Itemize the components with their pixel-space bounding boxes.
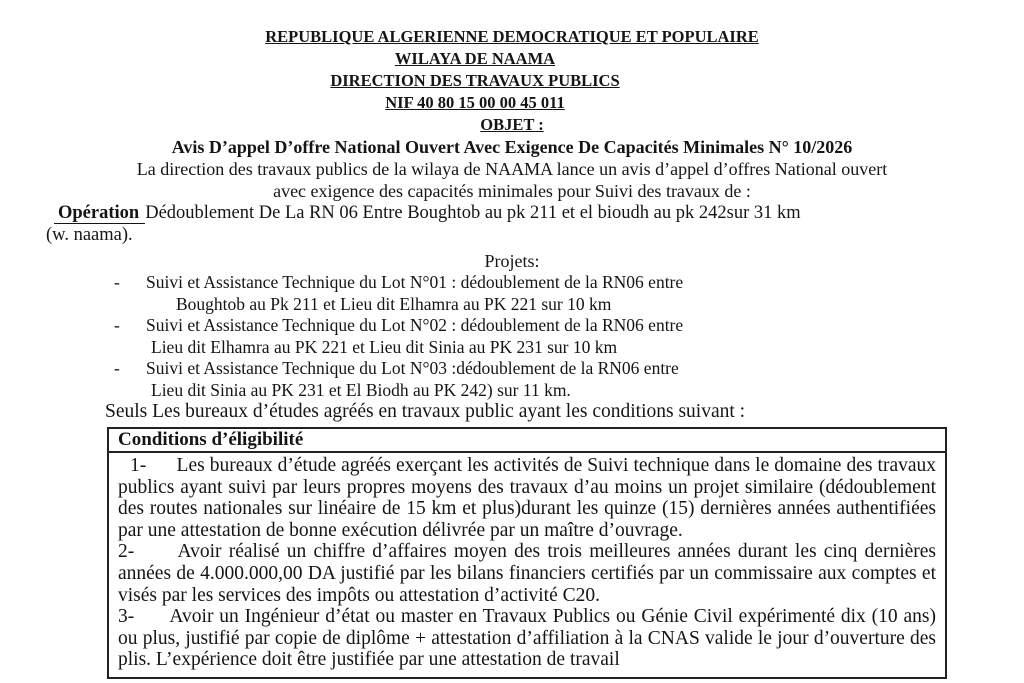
nif-line bbox=[58, 92, 892, 114]
list-dash: - bbox=[114, 272, 120, 292]
document-header bbox=[58, 26, 966, 114]
republic-title-text: REPUBLIQUE ALGERIENNE DEMOCRATIQUE ET POPULAIRE bbox=[265, 27, 759, 46]
project-3-line-1: Suivi et Assistance Technique du Lot N°03 :dédoublement de la RN06 entre bbox=[146, 358, 679, 378]
conditions-table-header: Conditions d’éligibilité bbox=[109, 429, 945, 453]
wilaya-line bbox=[58, 48, 892, 70]
eligibility-intro: Seuls Les bureaux d’études agréés en travaux public ayant les conditions suivant : bbox=[105, 401, 746, 422]
operation-text: Dédoublement De La RN 06 Entre Boughtob au pk 211 et el bioudh au pk 242sur 31 km bbox=[145, 203, 801, 223]
direction-line bbox=[58, 70, 892, 92]
list-dash: - bbox=[114, 315, 120, 335]
intro-paragraph bbox=[58, 158, 966, 202]
nif-text: NIF 40 80 15 00 00 45 011 bbox=[385, 93, 565, 112]
operation-label: Opération bbox=[54, 203, 145, 224]
conditions-table bbox=[107, 427, 947, 679]
intro-line-2: avec exigence des capacités minimales pour Suivi des travaux de : bbox=[273, 181, 751, 201]
direction-text: DIRECTION DES TRAVAUX PUBLICS bbox=[330, 71, 620, 90]
list-dash: - bbox=[114, 358, 120, 378]
objet-label: OBJET : bbox=[480, 115, 544, 134]
operation-wilaya-note: (w. naama). bbox=[46, 225, 133, 245]
conditions-table-body bbox=[109, 453, 945, 677]
project-3-line-2: Lieu dit Sinia au PK 231 et El Biodh au PK 242) sur 11 km. bbox=[151, 379, 571, 400]
project-1-line-1: Suivi et Assistance Technique du Lot N°01 : dédoublement de la RN06 entre bbox=[146, 272, 684, 292]
condition-item-3: 3- Avoir un Ingénieur d’état ou master en Travaux Publics ou Génie Civil expérimenté dix (10 ans) ou plus, justifié par copie de diplôme + attestation d’affiliation à la CNAS valide le jour d’ouverture des plis. L’expérience doit être justifiée par une attestation de travail bbox=[118, 606, 936, 671]
condition-item-2: 2- Avoir réalisé un chiffre d’affaires moyen des trois meilleures années durant les cinq dernières années de 4.000.000,00 DA justifié par les bilans financiers certifiés par un commissaire aux comptes et visés par les services des impôts ou attestation d’activité C20. bbox=[118, 541, 936, 606]
projects-list bbox=[58, 272, 966, 401]
list-item bbox=[58, 358, 966, 401]
notice-title: Avis D’appel D’offre National Ouvert Avec Exigence De Capacités Minimales N° 10/2026 bbox=[171, 137, 853, 157]
project-1-line-2: Boughtob au Pk 211 et Lieu dit Elhamra au PK 221 sur 10 km bbox=[176, 293, 612, 314]
wilaya-text: WILAYA DE NAAMA bbox=[394, 49, 556, 68]
projects-heading: Projets: bbox=[484, 251, 540, 271]
intro-line-1: La direction des travaux publics de la wilaya de NAAMA lance un avis d’appel d’offres National ouvert bbox=[136, 159, 888, 179]
list-item bbox=[58, 272, 966, 315]
list-item bbox=[58, 315, 966, 358]
project-2-line-1: Suivi et Assistance Technique du Lot N°02 : dédoublement de la RN06 entre bbox=[146, 315, 684, 335]
republic-title-line bbox=[58, 26, 966, 48]
objet-line bbox=[58, 114, 966, 136]
operation-paragraph bbox=[58, 202, 966, 224]
condition-item-1: 1- Les bureaux d’étude agréés exerçant les activités de Suivi technique dans le domaine des travaux publics ayant suivi par leurs propres moyens des travaux d’au moins un projet similaire (dédoublement des routes nationales sur linéaire de 15 km et plus)durant les quinze (15) dernières années authentifiées par une attestation de bonne exécution délivrée par un maître d’ouvrage. bbox=[118, 455, 936, 541]
project-2-line-2: Lieu dit Elhamra au PK 221 et Lieu dit Sinia au PK 231 sur 10 km bbox=[151, 336, 618, 357]
